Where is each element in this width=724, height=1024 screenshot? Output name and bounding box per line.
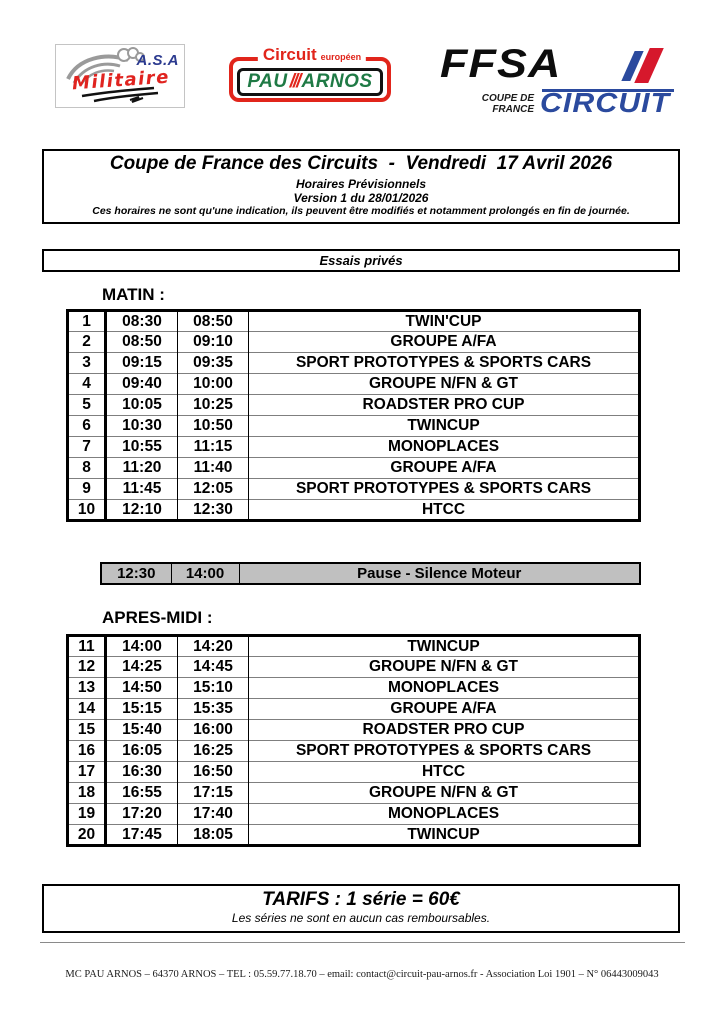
session-number: 12 xyxy=(68,657,106,678)
session-number: 5 xyxy=(68,395,106,416)
session-series: ROADSTER PRO CUP xyxy=(249,720,640,741)
session-series: GROUPE N/FN & GT xyxy=(249,783,640,804)
session-series: ROADSTER PRO CUP xyxy=(249,395,640,416)
session-start: 10:30 xyxy=(106,416,178,437)
table-row xyxy=(68,804,640,825)
pause-row xyxy=(101,563,640,584)
session-end: 14:20 xyxy=(178,636,249,657)
arnos-text: ARNOS xyxy=(301,71,373,92)
session-start: 14:50 xyxy=(106,678,178,699)
europeen-text: européen xyxy=(320,52,362,62)
session-start: 12:10 xyxy=(106,500,178,521)
session-start: 16:55 xyxy=(106,783,178,804)
circuit-text: Circuit xyxy=(262,45,317,64)
session-end: 09:35 xyxy=(178,353,249,374)
table-row xyxy=(68,416,640,437)
table-row xyxy=(68,720,640,741)
table-row xyxy=(68,657,640,678)
event-title: Coupe de France des Circuits - Vendredi 17 Avril 2026 xyxy=(109,153,613,174)
footer-contact-line: MC PAU ARNOS – 64370 ARNOS – TEL : 05.59.77.18.70 – email: contact@circuit-pau-arnos.fr - Association Loi 1901 – N° 06443009043 xyxy=(65,969,659,980)
table-row xyxy=(68,437,640,458)
session-end: 12:05 xyxy=(178,479,249,500)
session-series: SPORT PROTOTYPES & SPORTS CARS xyxy=(249,479,640,500)
pau-arnos-circuit-label xyxy=(258,46,366,66)
table-row xyxy=(68,374,640,395)
afternoon-schedule-table xyxy=(66,634,641,847)
disclaimer-note: Ces horaires ne sont qu'une indication, ils peuvent être modifiés et notamment prolongés en fin de journée. xyxy=(92,205,630,217)
pau-arnos-nameplate xyxy=(237,68,383,96)
session-start: 11:45 xyxy=(106,479,178,500)
section-title-box xyxy=(42,249,680,272)
asa-militaire-logo xyxy=(55,44,185,108)
session-series: GROUPE A/FA xyxy=(249,332,640,353)
session-end: 11:40 xyxy=(178,458,249,479)
session-number: 17 xyxy=(68,762,106,783)
table-row xyxy=(68,311,640,332)
session-end: 11:15 xyxy=(178,437,249,458)
morning-schedule-table xyxy=(66,309,641,522)
session-series: MONOPLACES xyxy=(249,804,640,825)
table-row xyxy=(68,353,640,374)
tarifs-title: TARIFS : 1 série = 60€ xyxy=(262,889,460,910)
session-series: GROUPE A/FA xyxy=(249,699,640,720)
coupe-de-france-text xyxy=(434,93,534,115)
session-start: 17:20 xyxy=(106,804,178,825)
session-end: 15:35 xyxy=(178,699,249,720)
session-series: TWIN'CUP xyxy=(249,311,640,332)
table-row xyxy=(68,783,640,804)
session-number: 16 xyxy=(68,741,106,762)
session-end: 14:45 xyxy=(178,657,249,678)
session-end: 12:30 xyxy=(178,500,249,521)
session-series: HTCC xyxy=(249,500,640,521)
session-number: 18 xyxy=(68,783,106,804)
session-end: 08:50 xyxy=(178,311,249,332)
session-start: 16:05 xyxy=(106,741,178,762)
morning-label: MATIN : xyxy=(102,285,165,304)
session-start: 14:25 xyxy=(106,657,178,678)
session-number: 2 xyxy=(68,332,106,353)
session-number: 19 xyxy=(68,804,106,825)
session-end: 10:50 xyxy=(178,416,249,437)
session-start: 16:30 xyxy=(106,762,178,783)
session-series: MONOPLACES xyxy=(249,678,640,699)
tarifs-note: Les séries ne sont en aucun cas remboursables. xyxy=(231,911,491,925)
session-number: 10 xyxy=(68,500,106,521)
session-end: 17:40 xyxy=(178,804,249,825)
session-end: 09:10 xyxy=(178,332,249,353)
session-end: 10:00 xyxy=(178,374,249,395)
session-series: SPORT PROTOTYPES & SPORTS CARS xyxy=(249,353,640,374)
ffsa-logo xyxy=(428,42,678,118)
session-end: 10:25 xyxy=(178,395,249,416)
table-row xyxy=(68,636,640,657)
asa-logo-text: A.S.A xyxy=(136,52,179,69)
session-number: 8 xyxy=(68,458,106,479)
coupe-de-line: COUPE DE xyxy=(481,93,534,104)
version-line: Version 1 du 28/01/2026 xyxy=(293,191,429,205)
pau-arnos-logo xyxy=(227,46,397,108)
session-series: GROUPE N/FN & GT xyxy=(249,374,640,395)
table-row xyxy=(68,332,640,353)
pause-start: 12:30 xyxy=(101,563,171,584)
table-row xyxy=(68,762,640,783)
section-title: Essais privés xyxy=(319,253,403,268)
table-row xyxy=(68,741,640,762)
session-end: 15:10 xyxy=(178,678,249,699)
table-row xyxy=(68,458,640,479)
session-number: 11 xyxy=(68,636,106,657)
session-series: GROUPE N/FN & GT xyxy=(249,657,640,678)
pause-label: Pause - Silence Moteur xyxy=(357,565,522,582)
pau-text: PAU xyxy=(247,71,288,92)
table-row xyxy=(68,395,640,416)
session-number: 7 xyxy=(68,437,106,458)
session-start: 14:00 xyxy=(106,636,178,657)
session-end: 17:15 xyxy=(178,783,249,804)
session-start: 15:15 xyxy=(106,699,178,720)
session-start: 15:40 xyxy=(106,720,178,741)
session-start: 08:50 xyxy=(106,332,178,353)
ffsa-circuit-text: CIRCUIT xyxy=(540,87,671,118)
asa-militaire-text: Militaire xyxy=(71,66,171,95)
session-series: SPORT PROTOTYPES & SPORTS CARS xyxy=(249,741,640,762)
session-start: 09:40 xyxy=(106,374,178,395)
session-start: 17:45 xyxy=(106,825,178,846)
afternoon-label: APRES-MIDI : xyxy=(102,608,213,627)
session-start: 10:55 xyxy=(106,437,178,458)
session-number: 6 xyxy=(68,416,106,437)
session-start: 08:30 xyxy=(106,311,178,332)
table-row xyxy=(68,678,640,699)
session-number: 14 xyxy=(68,699,106,720)
france-line: FRANCE xyxy=(492,104,534,115)
table-row xyxy=(68,479,640,500)
session-end: 16:00 xyxy=(178,720,249,741)
session-end: 16:25 xyxy=(178,741,249,762)
session-number: 1 xyxy=(68,311,106,332)
session-series: GROUPE A/FA xyxy=(249,458,640,479)
session-start: 09:15 xyxy=(106,353,178,374)
session-number: 4 xyxy=(68,374,106,395)
session-number: 13 xyxy=(68,678,106,699)
session-series: MONOPLACES xyxy=(249,437,640,458)
table-row xyxy=(68,699,640,720)
session-number: 20 xyxy=(68,825,106,846)
event-subtitle: Horaires Prévisionnels xyxy=(295,177,427,191)
session-series: TWINCUP xyxy=(249,636,640,657)
session-series: HTCC xyxy=(249,762,640,783)
session-end: 18:05 xyxy=(178,825,249,846)
session-series: TWINCUP xyxy=(249,416,640,437)
session-number: 15 xyxy=(68,720,106,741)
slashes-icon: /// xyxy=(289,71,300,92)
session-end: 16:50 xyxy=(178,762,249,783)
session-start: 10:05 xyxy=(106,395,178,416)
session-series: TWINCUP xyxy=(249,825,640,846)
table-row xyxy=(68,500,640,521)
ffsa-text: FFSA xyxy=(440,42,562,86)
session-start: 11:20 xyxy=(106,458,178,479)
tarifs-box xyxy=(42,884,680,933)
session-number: 9 xyxy=(68,479,106,500)
footer-divider xyxy=(40,942,685,943)
event-header-box xyxy=(42,149,680,224)
pause-end: 14:00 xyxy=(171,563,239,584)
session-number: 3 xyxy=(68,353,106,374)
table-row xyxy=(68,825,640,846)
pause-table xyxy=(100,562,641,585)
